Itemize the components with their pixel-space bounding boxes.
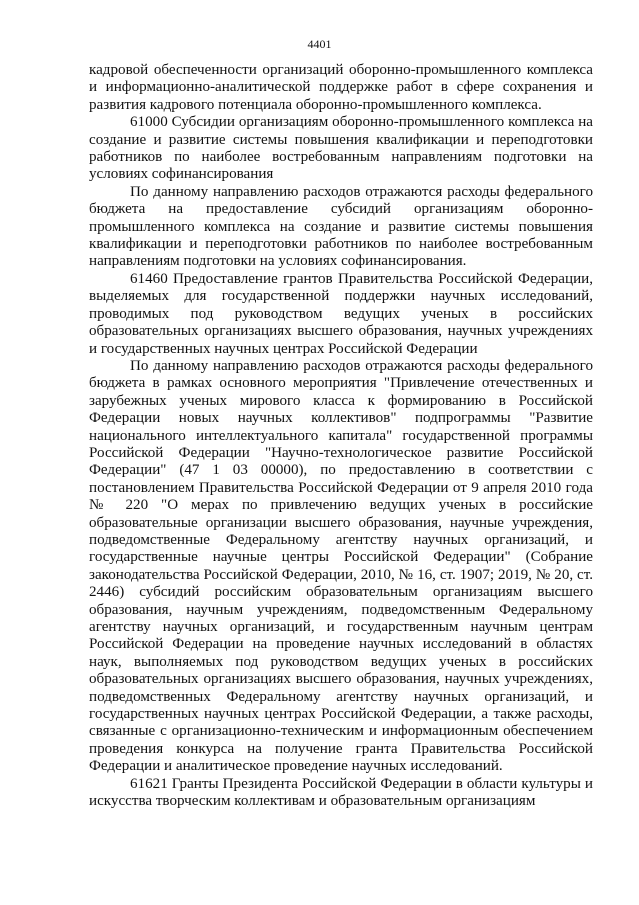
paragraph-code-61000: 61000 Субсидии организациям оборонно-промышленного комплекса на создание и развитие системы повышения квалификации и переподготовки работников по наиболее востребованным направлениям подготовки на условиях софинансирования [89, 114, 593, 183]
paragraph-code-61460: 61460 Предоставление грантов Правительства Российской Федерации, выделяемых для государственной поддержки научных исследований, проводимых под руководством ведущих ученых в российских образовательных организациях высшего образования, научных учреждениях и государственных научных центрах Российской Федерации [89, 270, 593, 357]
paragraph-61460-description: По данному направлению расходов отражаются расходы федерального бюджета в рамках основного мероприятия "Привлечение отечественных и зарубежных ученых мирового класса к формированию в Российской Федерации новых научных коллективов" подпрограммы "Развитие национального интеллектуального капитала" государственной программы Российской Федерации "Научно-технологическое развитие Российской Федерации" (47 1 03 00000), по предоставлению в соответствии с постановлением Правительства Российской Федерации от 9 апреля 2010 года № 220 "О мерах по привлечению ведущих ученых в российские образовательные организации высшего образования, научные учреждения, подведомственные Федеральному агентству научных организаций, и государственные научные центры Российской Федерации" (Собрание законодательства Российской Федерации, 2010, № 16, ст. 1907; 2019, № 20, ст. 2446) субсидий российским образовательным организациям высшего образования, научным учреждениям, подведомственным Федеральному агентству научных организаций, и государственным научным центрам Российской Федерации на проведение научных исследований в областях наук, выполняемых под руководством ведущих ученых в российских образовательных организациях высшего образования, научных учреждениях, подведомственных Федеральному агентству научных организаций, и государственных научных центрах Российской Федерации, а также расходы, связанные с организационно-техническим и информационным обеспечением проведения конкурса на получение гранта Правительства Российской Федерации и аналитическое проведение научных исследований. [89, 357, 593, 775]
paragraph-code-61621: 61621 Гранты Президента Российской Федерации в области культуры и искусства творческим коллективам и образовательным организациям [89, 775, 593, 810]
paragraph-61000-description: По данному направлению расходов отражаются расходы федерального бюджета на предоставление субсидий организациям оборонно-промышленного комплекса на создание и развитие системы повышения квалификации и переподготовки работников по наиболее востребованным направлениям подготовки на условиях софинансирования. [89, 183, 593, 270]
page-number: 4401 [307, 37, 332, 51]
paragraph-continuation: кадровой обеспеченности организаций оборонно-промышленного комплекса и информационно-аналитической поддержке работ в сфере сохранения и развития кадрового потенциала оборонно-промышленного комплекса. [89, 62, 593, 113]
document-body [89, 62, 593, 810]
